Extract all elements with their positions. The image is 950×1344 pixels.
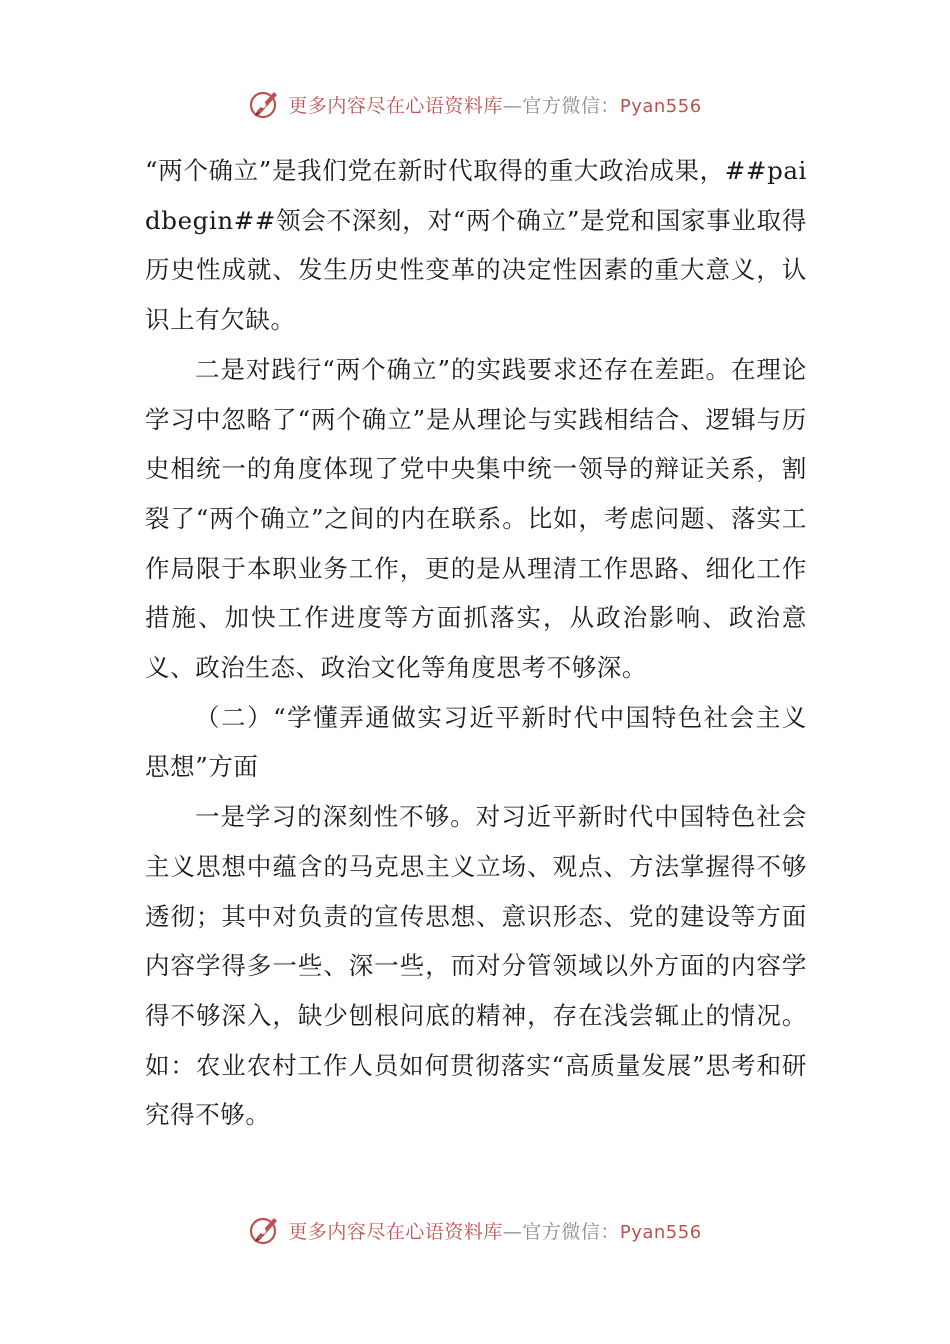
- pen-circle-logo-icon: [248, 87, 282, 121]
- watermark-main: 更多内容尽在心语资料库: [288, 94, 503, 117]
- footer-watermark: [0, 1210, 950, 1250]
- section-heading: （二）“学懂弄通做实习近平新时代中国特色社会主义思想”方面: [145, 702, 807, 782]
- watermark-text: [288, 1217, 701, 1244]
- paragraph-1: “两个确立”是我们党在新时代取得的重大政治成果，##paidbegin##领会不深刻，对“两个确立”是党和国家事业取得历史性成就、发生历史性变革的决定性因素的重大意义，认识上有欠缺。: [145, 156, 807, 335]
- watermark-dash: —: [502, 94, 523, 117]
- watermark-text: [288, 91, 701, 118]
- header-watermark: [0, 84, 950, 124]
- watermark-sub: 官方微信：: [522, 1220, 620, 1243]
- watermark-sub: 官方微信：: [522, 94, 620, 117]
- paragraph-3: 一是学习的深刻性不够。对习近平新时代中国特色社会主义思想中蕴含的马克思主义立场、观点、方法掌握得不够透彻；其中对负责的宣传思想、意识形态、党的建设等方面内容学得多一些、深一些，而对分管领域以外方面的内容学得不够深入，缺少刨根问底的精神，存在浅尝辄止的情况。如：农业农村工作人员如何贯彻落实“高质量发展”思考和研究得不够。: [145, 802, 807, 1130]
- watermark-id: Pyan556: [619, 1221, 702, 1243]
- watermark-main: 更多内容尽在心语资料库: [288, 1220, 503, 1243]
- paragraph-2: 二是对践行“两个确立”的实践要求还存在差距。在理论学习中忽略了“两个确立”是从理论与实践相结合、逻辑与历史相统一的角度体现了党中央集中统一领导的辩证关系，割裂了“两个确立”之间的内在联系。比如，考虑问题、落实工作局限于本职业务工作，更的是从理清工作思路、细化工作措施、加快工作进度等方面抓落实，从政治影响、政治意义、政治生态、政治文化等角度思考不够深。: [145, 354, 807, 683]
- watermark-dash: —: [502, 1220, 523, 1243]
- document-body: [145, 146, 807, 1140]
- pen-circle-logo-icon: [248, 1213, 282, 1247]
- watermark-id: Pyan556: [619, 95, 702, 117]
